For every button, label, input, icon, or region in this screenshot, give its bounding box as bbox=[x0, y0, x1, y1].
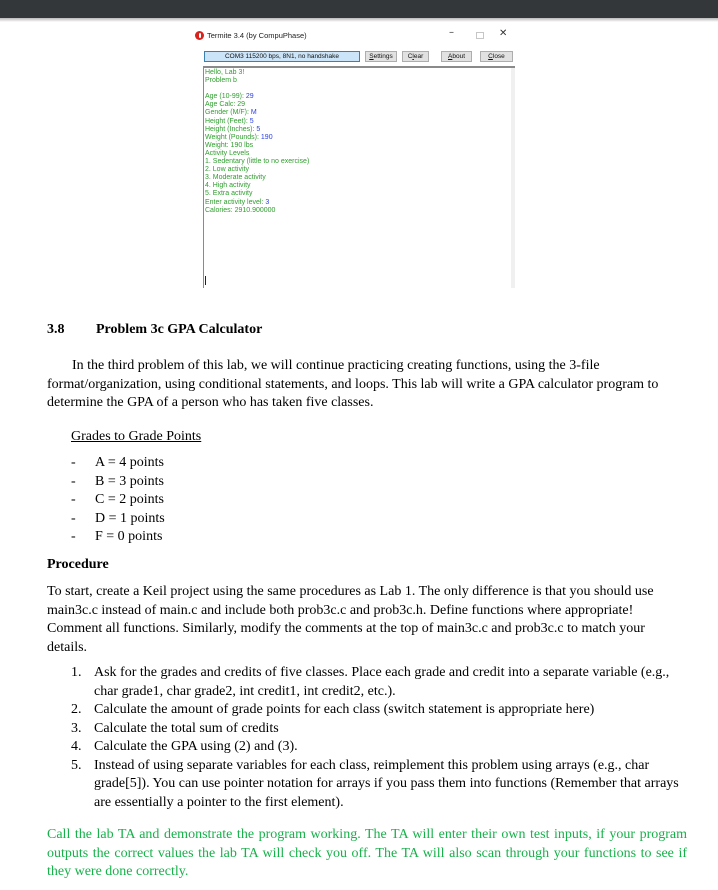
close-mnemonic: C bbox=[488, 53, 493, 60]
terminal-output-text: Weight (Pounds): bbox=[205, 133, 261, 141]
grades-heading: Grades to Grade Points bbox=[71, 429, 202, 444]
terminal-user-input: 5 bbox=[256, 125, 261, 133]
terminal-line bbox=[205, 166, 309, 174]
dash-bullet: - bbox=[71, 473, 76, 489]
close-button bbox=[480, 51, 513, 62]
terminal-output-text: Age (10-99): bbox=[205, 93, 246, 101]
terminal-output-text: Hello, Lab 3! bbox=[205, 69, 245, 76]
terminal-line bbox=[205, 101, 309, 109]
step-text: Instead of using separate variables for each class, reimplement this problem using arrays (e.g., char grade[5]). You can use pointer notation for arrays if you pass them into functions (Remember that arrays are essentially a pointer to the first element). bbox=[94, 757, 679, 810]
terminal-output-text: 5. Extra activity bbox=[205, 190, 253, 198]
terminal-output-text: Weight: 190 lbs bbox=[205, 141, 254, 149]
termite-toolbar bbox=[193, 49, 516, 65]
terminal-output-text: Problem b bbox=[205, 77, 237, 85]
grade-text: D = 1 points bbox=[95, 510, 165, 526]
terminal-line bbox=[205, 182, 309, 190]
terminal-line bbox=[205, 118, 309, 126]
terminal-line bbox=[205, 150, 309, 158]
ta-note: Call the lab TA and demonstrate the program working. The TA will enter their own test inputs, if your program outputs the correct values the lab TA will check you off. The TA will also scan through your functions to see if they were done correctly. bbox=[47, 827, 687, 879]
terminal-user-input: 190 bbox=[260, 133, 273, 141]
clear-label: ear bbox=[413, 53, 424, 60]
procedure-step bbox=[71, 738, 681, 757]
step-text: Calculate the GPA using (2) and (3). bbox=[94, 739, 298, 754]
terminal-output-text: Age Calc: 29 bbox=[205, 101, 246, 109]
grade-text: B = 3 points bbox=[95, 473, 164, 489]
terminal-output-text: 1. Sedentary (little to no exercise) bbox=[205, 158, 310, 166]
port-status-button: COM3 115200 bps, 8N1, no handshake bbox=[204, 51, 360, 62]
procedure-steps bbox=[71, 664, 681, 812]
step-text: Calculate the total sum of credits bbox=[94, 720, 279, 736]
dash-bullet: - bbox=[71, 455, 76, 470]
terminal-user-input: 3 bbox=[265, 198, 270, 206]
step-number: 4. bbox=[71, 739, 82, 754]
terminal-line bbox=[205, 77, 309, 85]
termite-title: Termite 3.4 (by CompuPhase) bbox=[207, 31, 307, 40]
terminal-line bbox=[205, 158, 309, 166]
step-number: 5. bbox=[71, 757, 82, 773]
terminal-output-text: 2. Low activity bbox=[205, 166, 249, 174]
step-text: Ask for the grades and credits of five classes. Place each grade and credit into a separate variable (e.g., char grade1, char grade2, int credit1, int credit2, etc.). bbox=[94, 665, 670, 699]
grade-list-item bbox=[71, 491, 165, 510]
grade-list-item bbox=[71, 528, 165, 547]
terminal-lines bbox=[205, 69, 309, 215]
terminal-line bbox=[205, 69, 309, 77]
step-number: 2. bbox=[71, 702, 82, 717]
terminal-line bbox=[205, 93, 309, 101]
termite-window-screenshot bbox=[193, 26, 516, 288]
grade-list-item bbox=[71, 473, 165, 492]
termite-title-bar bbox=[193, 26, 516, 48]
clear-mnemonic: l bbox=[412, 53, 414, 60]
grade-list-item bbox=[71, 510, 165, 529]
intro-paragraph: In the third problem of this lab, we will continue practicing creating functions, using the 3-file format/organization, using conditional statements, and loops. This lab will write a GPA calculator program to determine the GPA of a person who has taken five classes. bbox=[47, 358, 659, 410]
terminal-line bbox=[205, 126, 309, 134]
viewer-top-bar bbox=[0, 0, 718, 18]
terminal-line bbox=[205, 109, 309, 117]
grade-text: A = 4 points bbox=[95, 455, 164, 470]
terminal-user-input: M bbox=[250, 109, 257, 117]
close-icon: ✕ bbox=[499, 28, 508, 39]
terminal-user-input: 29 bbox=[245, 93, 254, 101]
terminal-scrollbar bbox=[511, 68, 515, 288]
procedure-step bbox=[71, 664, 681, 701]
procedure-step bbox=[71, 701, 681, 720]
procedure-heading: Procedure bbox=[47, 557, 109, 572]
step-number: 1. bbox=[71, 665, 82, 680]
terminal-user-input: 5 bbox=[249, 117, 254, 125]
termite-app-icon bbox=[195, 31, 204, 40]
top-bar-shadow bbox=[0, 18, 718, 22]
step-number: 3. bbox=[71, 720, 82, 736]
grade-text: C = 2 points bbox=[95, 492, 164, 507]
settings-mnemonic: S bbox=[369, 53, 374, 60]
section-title: Problem 3c GPA Calculator bbox=[96, 322, 263, 337]
terminal-line bbox=[205, 134, 309, 142]
maximize-icon bbox=[476, 32, 484, 39]
terminal-output-text: 4. High activity bbox=[205, 182, 251, 190]
terminal-line bbox=[205, 142, 309, 150]
dash-bullet: - bbox=[71, 529, 76, 544]
terminal-line bbox=[205, 85, 309, 93]
terminal-output-text: Height (Inches): bbox=[205, 125, 257, 133]
about-mnemonic: A bbox=[448, 53, 453, 60]
terminal-line bbox=[205, 207, 309, 215]
close-label: lose bbox=[492, 53, 505, 60]
clear-button bbox=[402, 51, 429, 62]
section-number: 3.8 bbox=[47, 322, 65, 337]
terminal-line bbox=[205, 190, 309, 198]
terminal-output-text: Activity Levels bbox=[205, 149, 250, 157]
clear-label-pre: C bbox=[407, 53, 413, 60]
terminal-output bbox=[203, 66, 515, 288]
terminal-line bbox=[205, 199, 309, 207]
dash-bullet: - bbox=[71, 492, 76, 507]
terminal-output-text: 3. Moderate activity bbox=[205, 174, 266, 182]
procedure-step bbox=[71, 720, 681, 739]
terminal-line bbox=[205, 174, 309, 182]
terminal-output-text: Height (Feet): bbox=[205, 117, 250, 125]
grade-text: F = 0 points bbox=[95, 529, 163, 544]
procedure-paragraph: To start, create a Keil project using the same procedures as Lab 1. The only difference is that you should use main3c.c instead of main.c and include both prob3c.c and prob3c.h. Define functions where appropriate! Comment all functions. Similarly, modify the comments at the top of main3c.c and prob3c.c to match your details. bbox=[47, 584, 654, 655]
minimize-icon: – bbox=[449, 27, 454, 38]
dash-bullet: - bbox=[71, 510, 76, 526]
procedure-step bbox=[71, 757, 681, 813]
terminal-output-text: Calories: 2910.900000 bbox=[205, 206, 276, 214]
step-text: Calculate the amount of grade points for each class (switch statement is appropriate here) bbox=[94, 702, 595, 717]
settings-label: ettings bbox=[373, 53, 393, 60]
terminal-output-text: Gender (M/F): bbox=[205, 109, 251, 117]
grade-list-item bbox=[71, 454, 165, 473]
terminal-output-text: Enter activity level: bbox=[205, 198, 266, 206]
settings-button bbox=[365, 51, 397, 62]
about-button bbox=[441, 51, 472, 62]
text-caret bbox=[205, 276, 206, 285]
about-label: bout bbox=[452, 53, 465, 60]
grade-points-list bbox=[71, 454, 165, 547]
